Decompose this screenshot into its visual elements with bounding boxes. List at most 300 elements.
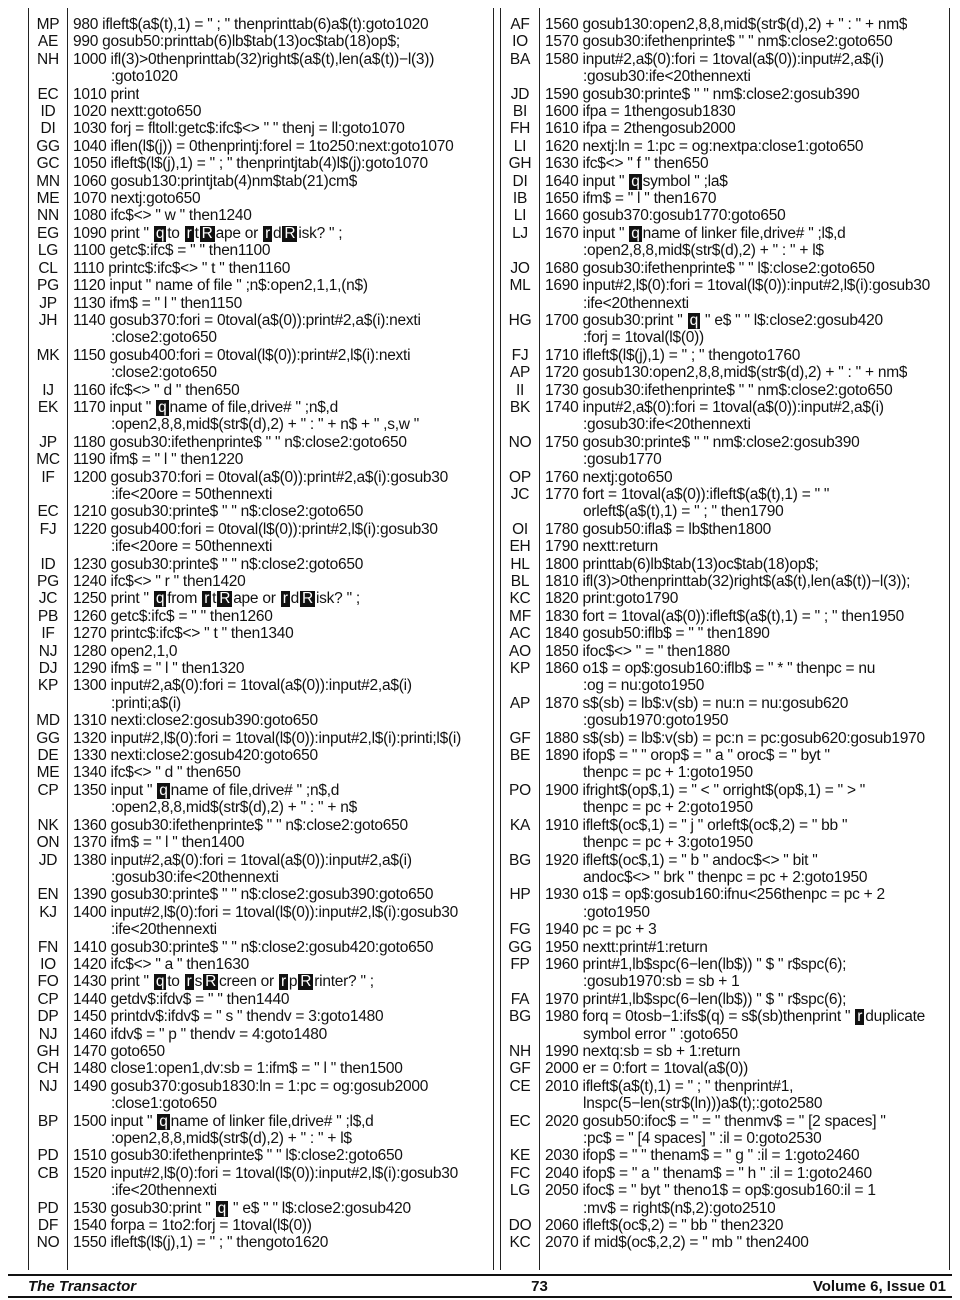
- listing-continuation-line: [501, 242, 949, 259]
- basic-code-text: :ife<20thennexti: [111, 1182, 217, 1200]
- listing-line: [501, 86, 949, 103]
- basic-code-text: 1270 printc$:ifc$<> " t " then1340: [73, 625, 294, 643]
- checksum-code: BL: [510, 573, 530, 590]
- checksum-code: IO: [40, 955, 56, 973]
- reverse-video-control-char: q: [158, 398, 167, 416]
- basic-code-text: 1940 pc = pc + 3: [545, 921, 657, 939]
- listing-continuation-line: [501, 799, 949, 816]
- listing-line: [29, 1043, 493, 1060]
- listing-continuation-line: [29, 695, 493, 712]
- basic-code-text: 1120 input " name of file " ;n$:open2,1,1,(n$): [73, 277, 368, 295]
- checksum-code: PB: [37, 607, 59, 625]
- basic-code-text: 1160 ifc$<> " d " then650: [73, 381, 240, 399]
- reverse-video-control-char: r: [265, 224, 271, 242]
- checksum-code: BK: [509, 398, 531, 416]
- listing-line: [29, 295, 493, 312]
- basic-code-text: 1850 ifoc$<> " = " then1880: [545, 642, 730, 660]
- checksum-code: FJ: [511, 346, 529, 364]
- checksum-code: DP: [37, 1008, 59, 1026]
- reverse-video-control-char: R: [300, 973, 312, 991]
- basic-code-text: 1510 gosub30:ifethenprinte$ " " l$:close2:goto650: [73, 1147, 403, 1165]
- basic-code-text: thenpc = pc + 2:goto1950: [583, 799, 753, 817]
- checksum-code: JP: [39, 433, 57, 451]
- listing-line: [29, 1026, 493, 1043]
- basic-code-text: 1500 input " q name of linker file,drive# " ;l$,d: [73, 1112, 374, 1130]
- basic-code-text: 1610 ifpa = 2thengosub2000: [545, 120, 736, 138]
- listing-line: [29, 451, 493, 468]
- reverse-video-control-char: R: [284, 224, 296, 242]
- basic-code-text: :close2:goto650: [111, 364, 217, 382]
- listing-line: [501, 382, 949, 399]
- listing-continuation-line: [501, 869, 949, 886]
- basic-code-text: 1570 gosub30:ifethenprinte$ " " nm$:close2:goto650: [545, 33, 893, 51]
- checksum-code: ML: [509, 277, 531, 295]
- checksum-code: JP: [39, 294, 57, 312]
- listing-continuation-line: [29, 921, 493, 938]
- basic-code-text: 1280 open2,1,0: [73, 642, 178, 660]
- basic-code-text: :open2,8,8,mid$(str$(d),2) + " : " + n$: [111, 799, 357, 817]
- checksum-code: KJ: [39, 903, 57, 921]
- listing-line: [29, 956, 493, 973]
- basic-code-text: 1830 fort = 1toval(a$(0)):ifleft$(a$(t),1) = " ; " then1950: [545, 607, 904, 625]
- checksum-code: PG: [37, 573, 59, 590]
- checksum-code: DI: [512, 172, 528, 190]
- checksum-code: AF: [510, 16, 530, 33]
- reverse-video-control-char: r: [280, 973, 286, 991]
- basic-code-text: 1000 ifl(3)>0thenprinttab(32)right$(a$(t),len(a$(t))−l(3)): [73, 50, 435, 68]
- checksum-code: FG: [509, 921, 531, 939]
- listing-line: [29, 677, 493, 694]
- basic-code-text: 1720 gosub130:open2,8,8,mid$(str$(d),2) + " : " + nm$: [545, 364, 908, 382]
- listing-line: [501, 747, 949, 764]
- listing-line: [29, 1165, 493, 1182]
- basic-code-text: 1920 ifleft$(oc$,1) = " b " andoc$<> " bit ": [545, 851, 818, 869]
- checksum-code: DE: [37, 747, 59, 765]
- listing-line: [501, 852, 949, 869]
- listing-continuation-line: [29, 68, 493, 85]
- listing-line: [501, 103, 949, 120]
- listing-line: [501, 1008, 949, 1025]
- checksum-code: CP: [37, 990, 59, 1008]
- checksum-code: KC: [509, 590, 531, 608]
- basic-code-text: 980 ifleft$(a$(t),1) = " ; " thenprinttab(6)a$(t):goto1020: [73, 16, 429, 33]
- basic-code-text: 1760 nextj:goto650: [545, 468, 673, 486]
- checksum-code: NJ: [38, 642, 58, 660]
- listing-line: [501, 782, 949, 799]
- listing-line: [501, 660, 949, 677]
- basic-code-text: 1020 nextt:goto650: [73, 103, 202, 121]
- listing-line: [501, 1217, 949, 1234]
- basic-code-text: 1070 nextj:goto650: [73, 190, 201, 208]
- checksum-code: EH: [509, 538, 531, 556]
- checksum-code: HG: [508, 311, 532, 329]
- publication-name: The Transactor: [28, 1277, 137, 1295]
- checksum-code: KE: [509, 1147, 531, 1165]
- basic-code-text: 1770 fort = 1toval(a$(0)):ifleft$(a$(t),1) = " ": [545, 485, 830, 503]
- checksum-code: MK: [36, 346, 60, 364]
- basic-code-text: 1930 o1$ = op$:gosub160:ifnu<256thenpc = pc + 2: [545, 886, 885, 904]
- checksum-code: NO: [36, 1234, 60, 1252]
- listing-line: [501, 312, 949, 329]
- basic-code-text: 1150 gosub400:fori = 0toval(l$(0)):print#2,l$(i):nexti: [73, 346, 411, 364]
- basic-code-text: 1990 nextq:sb = sb + 1:return: [545, 1042, 741, 1060]
- basic-code-text: 1810 ifl(3)>0thenprinttab(32)right$(a$(t),len(a$(t))−l(3));: [545, 573, 911, 590]
- basic-code-text: 1440 getdv$:ifdv$ = " " then1440: [73, 990, 290, 1008]
- listing-line: [29, 312, 493, 329]
- checksum-code: OI: [512, 520, 528, 538]
- checksum-code: JO: [510, 259, 530, 277]
- basic-code-text: 1310 nexti:close2:gosub390:goto650: [73, 712, 318, 730]
- basic-code-text: 1490 gosub370:gosub1830:ln = 1:pc = og:gosub2000: [73, 1077, 429, 1095]
- listing-continuation-line: [501, 329, 949, 346]
- basic-code-text: 1380 input#2,a$(0):fori = 1toval(a$(0)):input#2,a$(i): [73, 851, 412, 869]
- basic-code-text: 1090 print " q to r t R ape or r d R isk? " ;: [73, 224, 343, 242]
- checksum-code: HL: [510, 555, 530, 573]
- basic-code-text: :ife<20thennexti: [583, 294, 689, 312]
- basic-code-text: 1400 input#2,l$(0):fori = 1toval(l$(0)):input#2,l$(i):gosub30: [73, 903, 458, 921]
- basic-code-text: 2060 ifleft$(oc$,2) = " bb " then2320: [545, 1217, 784, 1235]
- listing-line: [29, 904, 493, 921]
- basic-code-text: 1130 ifm$ = " l " then1150: [73, 294, 242, 312]
- listing-line: [501, 207, 949, 224]
- listing-line: [501, 1113, 949, 1130]
- checksum-code: JD: [38, 851, 58, 869]
- listing-line: [29, 590, 493, 607]
- checksum-code: ON: [36, 834, 60, 852]
- checksum-code: IF: [41, 625, 55, 643]
- checksum-code: AP: [509, 364, 531, 382]
- listing-line: [501, 817, 949, 834]
- basic-code-text: 1780 gosub50:ifla$ = lb$then1800: [545, 520, 771, 538]
- listing-continuation-line: [501, 712, 949, 729]
- listing-continuation-line: [501, 503, 949, 520]
- basic-code-text: 1430 print " q to r s R creen or r p R rinter? " ;: [73, 973, 374, 991]
- checksum-code: ID: [40, 103, 56, 121]
- basic-code-text: 1960 print#1,lb$spc(6−len(lb$)) " $ " r$spc(6);: [545, 955, 847, 973]
- checksum-code: IF: [41, 468, 55, 486]
- checksum-code: EC: [37, 503, 59, 521]
- checksum-code: FC: [509, 1164, 531, 1182]
- basic-code-text: 1980 forq = 0tosb−1:ifs$(q) = s$(sb)thenprint " r duplicate: [545, 1008, 926, 1026]
- basic-code-text: 1750 gosub30:printe$ " " nm$:close2:gosub390: [545, 433, 860, 451]
- listing-line: [29, 277, 493, 294]
- listing-line: [29, 382, 493, 399]
- checksum-code: KC: [509, 1234, 531, 1252]
- listing-line: [501, 1060, 949, 1077]
- checksum-code: JD: [510, 85, 530, 103]
- basic-code-text: 1580 input#2,a$(0):fori = 1toval(a$(0)):input#2,a$(i): [545, 50, 884, 68]
- basic-code-text: 1100 getc$:ifc$ = " " then1100: [73, 242, 271, 260]
- checksum-code: OP: [509, 468, 531, 486]
- basic-code-text: :gosub1970:sb = sb + 1: [583, 973, 740, 991]
- checksum-code: BG: [509, 1008, 531, 1026]
- basic-code-text: 1190 ifm$ = " l " then1220: [73, 451, 244, 469]
- checksum-code: EN: [37, 886, 59, 904]
- basic-code-text: 1730 gosub30:ifethenprinte$ " " nm$:close2:goto650: [545, 381, 893, 399]
- listing-line: [501, 991, 949, 1008]
- listing-line: [29, 242, 493, 259]
- checksum-code: BP: [37, 1112, 59, 1130]
- listing-line: [29, 521, 493, 538]
- listing-continuation-line: [501, 295, 949, 312]
- checksum-code: FH: [509, 120, 531, 138]
- reverse-video-control-char: r: [282, 590, 288, 608]
- checksum-code: HP: [509, 886, 531, 904]
- listing-continuation-line: [501, 1130, 949, 1147]
- listing-line: [501, 521, 949, 538]
- basic-code-text: 1300 input#2,a$(0):fori = 1toval(a$(0)):input#2,a$(i): [73, 677, 412, 695]
- basic-code-text: 1880 s$(sb) = lb$:v(sb) = pc:n = pc:gosub620:gosub1970: [545, 729, 925, 747]
- listing-line: [501, 190, 949, 207]
- checksum-code: LG: [37, 242, 59, 260]
- basic-code-text: 1260 getc$:ifc$ = " " then1260: [73, 607, 273, 625]
- checksum-code: GG: [36, 137, 60, 155]
- checksum-code: IJ: [42, 381, 54, 399]
- basic-code-text: 1860 o1$ = op$:gosub160:iflb$ = " * " thenpc = nu: [545, 660, 876, 678]
- basic-code-text: 1390 gosub30:printe$ " " n$:close2:gosub390:goto650: [73, 886, 434, 904]
- listing-continuation-line: [501, 904, 949, 921]
- basic-code-text: 1840 gosub50:iflb$ = " " then1890: [545, 625, 770, 643]
- basic-code-text: 1480 close1:open1,dv:sb = 1:ifm$ = " l " then1500: [73, 1060, 403, 1078]
- listing-line: [501, 643, 949, 660]
- checksum-code: KP: [509, 660, 531, 678]
- checksum-code: DI: [40, 120, 56, 138]
- checksum-code: BI: [512, 103, 528, 121]
- basic-code-text: 1540 forpa = 1to2:forj = 1toval(l$(0)): [73, 1217, 312, 1235]
- checksum-code: EK: [37, 398, 59, 416]
- basic-code-text: 1050 ifleft$(l$(j),1) = " ; " thenprintjtab(4)l$(j):goto1070: [73, 155, 428, 173]
- basic-code-text: 1060 gosub130:printjtab(4)nm$tab(21)cm$: [73, 172, 358, 190]
- listing-line: [29, 1234, 493, 1251]
- checksum-code: PO: [509, 781, 531, 799]
- basic-code-text: 1220 gosub400:fori = 0toval(l$(0)):print#2,l$(i):gosub30: [73, 520, 438, 538]
- listing-line: [29, 207, 493, 224]
- basic-code-text: 1370 ifm$ = " l " then1400: [73, 834, 245, 852]
- volume-issue: Volume 6, Issue 01: [812, 1277, 946, 1295]
- listing-line: [501, 1043, 949, 1060]
- basic-code-text: 1170 input " q name of file,drive# " ;n$,d: [73, 398, 338, 416]
- checksum-code: ME: [36, 190, 60, 208]
- listing-line: [29, 817, 493, 834]
- checksum-code: NH: [37, 50, 59, 68]
- listing-line: [29, 1217, 493, 1234]
- checksum-code: EC: [509, 1112, 531, 1130]
- basic-code-text: 1450 printdv$:ifdv$ = " s " thendv = 3:goto1480: [73, 1008, 384, 1026]
- listing-line: [501, 590, 949, 607]
- listing-line: [501, 155, 949, 172]
- checksum-code: CP: [37, 781, 59, 799]
- listing-line: [29, 643, 493, 660]
- checksum-code: GF: [509, 729, 531, 747]
- basic-code-text: 1360 gosub30:ifethenprinte$ " " n$:close2:goto650: [73, 816, 408, 834]
- listing-line: [501, 173, 949, 190]
- listing-line: [501, 364, 949, 381]
- listing-line: [29, 782, 493, 799]
- listing-line: [501, 608, 949, 625]
- reverse-video-control-char: q: [155, 590, 165, 608]
- basic-code-text: 1330 nexti:close2:gosub420:goto650: [73, 747, 318, 765]
- basic-code-text: 1010 print: [73, 85, 140, 103]
- basic-code-text: 1110 printc$:ifc$<> " t " then1160: [73, 259, 291, 277]
- listing-line: [29, 886, 493, 903]
- listing-line: [501, 277, 949, 294]
- listing-continuation-line: [29, 416, 493, 433]
- listing-continuation-line: [501, 834, 949, 851]
- checksum-code: AO: [509, 642, 531, 660]
- reverse-video-control-char: q: [155, 224, 165, 242]
- basic-code-text: thenpc = pc + 1:goto1950: [583, 764, 753, 782]
- listing-line: [29, 973, 493, 990]
- basic-code-text: 1620 nextj:ln = 1:pc = og:nextpa:close1:goto650: [545, 137, 864, 155]
- basic-code-text: 2050 ifoc$ = " byt " theno1$ = op$:gosub160:il = 1: [545, 1182, 876, 1200]
- basic-code-text: 1350 input " q name of file,drive# " ;n$,d: [73, 781, 340, 799]
- listing-line: [501, 434, 949, 451]
- basic-code-text: orleft$(a$(t),1) = " ; " then1790: [583, 503, 784, 521]
- checksum-code: AC: [509, 625, 531, 643]
- listing-line: [29, 51, 493, 68]
- checksum-code: DJ: [38, 660, 58, 678]
- checksum-code: PG: [37, 277, 59, 295]
- checksum-code: JC: [38, 590, 58, 608]
- basic-code-text: 1410 gosub30:printe$ " " n$:close2:gosub420:goto650: [73, 938, 434, 956]
- checksum-code: FO: [37, 973, 59, 991]
- reverse-video-control-char: r: [204, 590, 210, 608]
- basic-code-text: :gosub1970:goto1950: [583, 712, 729, 730]
- listing-line: [29, 991, 493, 1008]
- basic-code-text: 1550 ifleft$(l$(j),1) = " ; " thengoto1620: [73, 1234, 329, 1252]
- basic-code-text: 1320 input#2,l$(0):fori = 1toval(l$(0)):input#2,l$(i):printi;l$(i): [73, 729, 461, 747]
- basic-code-text: 1080 ifc$<> " w " then1240: [73, 207, 252, 225]
- basic-code-text: 1520 input#2,l$(0):fori = 1toval(l$(0)):input#2,l$(i):gosub30: [73, 1164, 458, 1182]
- listing-line: [501, 260, 949, 277]
- checksum-code: GH: [36, 1042, 60, 1060]
- listing-line: [29, 730, 493, 747]
- basic-code-text: :mv$ = right$(n$,2):goto2510: [583, 1199, 776, 1217]
- listing-line: [501, 886, 949, 903]
- basic-code-text: 1800 printtab(6)lb$tab(13)oc$tab(18)op$;: [545, 555, 819, 573]
- basic-code-text: 1820 print:goto1790: [545, 590, 679, 608]
- listing-continuation-line: [29, 799, 493, 816]
- checksum-code: MN: [36, 172, 60, 190]
- listing-continuation-line: [501, 1095, 949, 1112]
- listing-line: [501, 956, 949, 973]
- basic-code-text: :open2,8,8,mid$(str$(d),2) + " : " + l$: [583, 242, 824, 260]
- listing-line: [501, 625, 949, 642]
- listing-line: [29, 469, 493, 486]
- program-listing-left: [29, 16, 493, 1252]
- basic-code-text: 1340 ifc$<> " d " then650: [73, 764, 241, 782]
- listing-continuation-line: [501, 1200, 949, 1217]
- checksum-code: JC: [510, 485, 530, 503]
- basic-code-text: :gosub1770: [583, 451, 662, 469]
- listing-line: [29, 225, 493, 242]
- checksum-code: IO: [512, 33, 528, 51]
- basic-code-text: 1180 gosub30:ifethenprinte$ " " n$:close2:goto650: [73, 433, 407, 451]
- listing-continuation-line: [501, 1026, 949, 1043]
- basic-code-text: 1910 ifleft$(oc$,1) = " j " orleft$(oc$,2) = " bb ": [545, 816, 848, 834]
- basic-code-text: 1040 iflen(l$(j)) = 0thenprintj:forel = 1to250:next:goto1070: [73, 137, 454, 155]
- reverse-video-control-char: q: [631, 172, 640, 190]
- checksum-code: AE: [37, 33, 59, 51]
- checksum-code: LI: [513, 207, 527, 225]
- checksum-code: PD: [37, 1147, 59, 1165]
- basic-code-text: 1470 goto650: [73, 1042, 165, 1060]
- basic-code-text: lnspc(5−len(str$(ln)))a$(t);:goto2580: [583, 1095, 823, 1113]
- listing-line: [501, 695, 949, 712]
- basic-code-text: :close1:goto650: [111, 1095, 217, 1113]
- listing-line: [501, 486, 949, 503]
- listing-line: [501, 921, 949, 938]
- basic-code-text: 1460 ifdv$ = " p " thendv = 4:goto1480: [73, 1025, 328, 1043]
- listing-line: [29, 399, 493, 416]
- listing-line: [29, 434, 493, 451]
- basic-code-text: 1600 ifpa = 1thengosub1830: [545, 103, 736, 121]
- basic-code-text: 2010 ifleft$(a$(t),1) = " ; " thenprint#1,: [545, 1077, 794, 1095]
- basic-code-text: :og = nu:goto1950: [583, 677, 705, 695]
- basic-code-text: 1230 gosub30:printe$ " " n$:close2:goto650: [73, 555, 364, 573]
- basic-code-text: 1740 input#2,a$(0):fori = 1toval(a$(0)):input#2,a$(i): [545, 398, 884, 416]
- checksum-code: GG: [508, 938, 532, 956]
- basic-code-text: 1210 gosub30:printe$ " " n$:close2:goto650: [73, 503, 364, 521]
- listing-line: [501, 538, 949, 555]
- reverse-video-control-char: q: [689, 311, 698, 329]
- checksum-code: CH: [37, 1060, 59, 1078]
- reverse-video-control-char: R: [205, 973, 217, 991]
- basic-code-text: 2020 gosub50:ifoc$ = " = " thenmv$ = " [2 spaces] ": [545, 1112, 886, 1130]
- listing-column-right: [500, 8, 950, 1270]
- listing-continuation-line: [501, 677, 949, 694]
- checksum-code: NJ: [38, 1077, 58, 1095]
- basic-code-text: :open2,8,8,mid$(str$(d),2) + " : " + n$ + " ,s,w ": [111, 416, 420, 434]
- listing-continuation-line: [29, 364, 493, 381]
- reverse-video-control-char: q: [155, 973, 165, 991]
- basic-code-text: 1290 ifm$ = " l " then1320: [73, 660, 245, 678]
- basic-code-text: 1670 input " q name of linker file,drive# " ;l$,d: [545, 224, 846, 242]
- listing-continuation-line: [501, 973, 949, 990]
- basic-code-text: 1890 ifop$ = " " orop$ = " a " oroc$ = " byt ": [545, 747, 830, 765]
- basic-code-text: 2030 ifop$ = " " thenam$ = " g " :il = 1:goto2460: [545, 1147, 860, 1165]
- listing-line: [29, 138, 493, 155]
- listing-line: [29, 33, 493, 50]
- basic-code-text: 1650 ifm$ = " l " then1670: [545, 190, 717, 208]
- listing-continuation-line: [29, 538, 493, 555]
- checksum-code: KP: [37, 677, 59, 695]
- basic-code-text: 1970 print#1,lb$spc(6−len(lb$)) " $ " r$spc(6);: [545, 990, 847, 1008]
- listing-continuation-line: [501, 764, 949, 781]
- checksum-code: NK: [37, 816, 59, 834]
- basic-code-text: :gosub30:ife<20thennexti: [583, 416, 751, 434]
- checksum-code: JH: [38, 311, 58, 329]
- listing-continuation-line: [29, 869, 493, 886]
- basic-code-text: 1420 ifc$<> " a " then1630: [73, 955, 250, 973]
- checksum-code: II: [515, 381, 525, 399]
- listing-line: [29, 608, 493, 625]
- checksum-code: MC: [36, 451, 60, 469]
- basic-code-text: 1030 forj = fltoll:getc$:ifc$<> " " thenj = ll:goto1070: [73, 120, 405, 138]
- listing-continuation-line: [501, 451, 949, 468]
- basic-code-text: 1590 gosub30:printe$ " " nm$:close2:gosub390: [545, 85, 860, 103]
- basic-code-text: :close2:goto650: [111, 329, 217, 347]
- checksum-code: MP: [36, 16, 60, 33]
- basic-code-text: 1250 print " q from r t R ape or r d R isk? " ;: [73, 590, 360, 608]
- basic-code-text: :open2,8,8,mid$(str$(d),2) + " : " + l$: [111, 1130, 352, 1147]
- listing-line: [29, 103, 493, 120]
- listing-continuation-line: [501, 68, 949, 85]
- checksum-code: GC: [36, 155, 60, 173]
- listing-line: [29, 347, 493, 364]
- checksum-code: ID: [40, 555, 56, 573]
- basic-code-text: 1140 gosub370:fori = 0toval(a$(0)):print#2,a$(i):nexti: [73, 311, 421, 329]
